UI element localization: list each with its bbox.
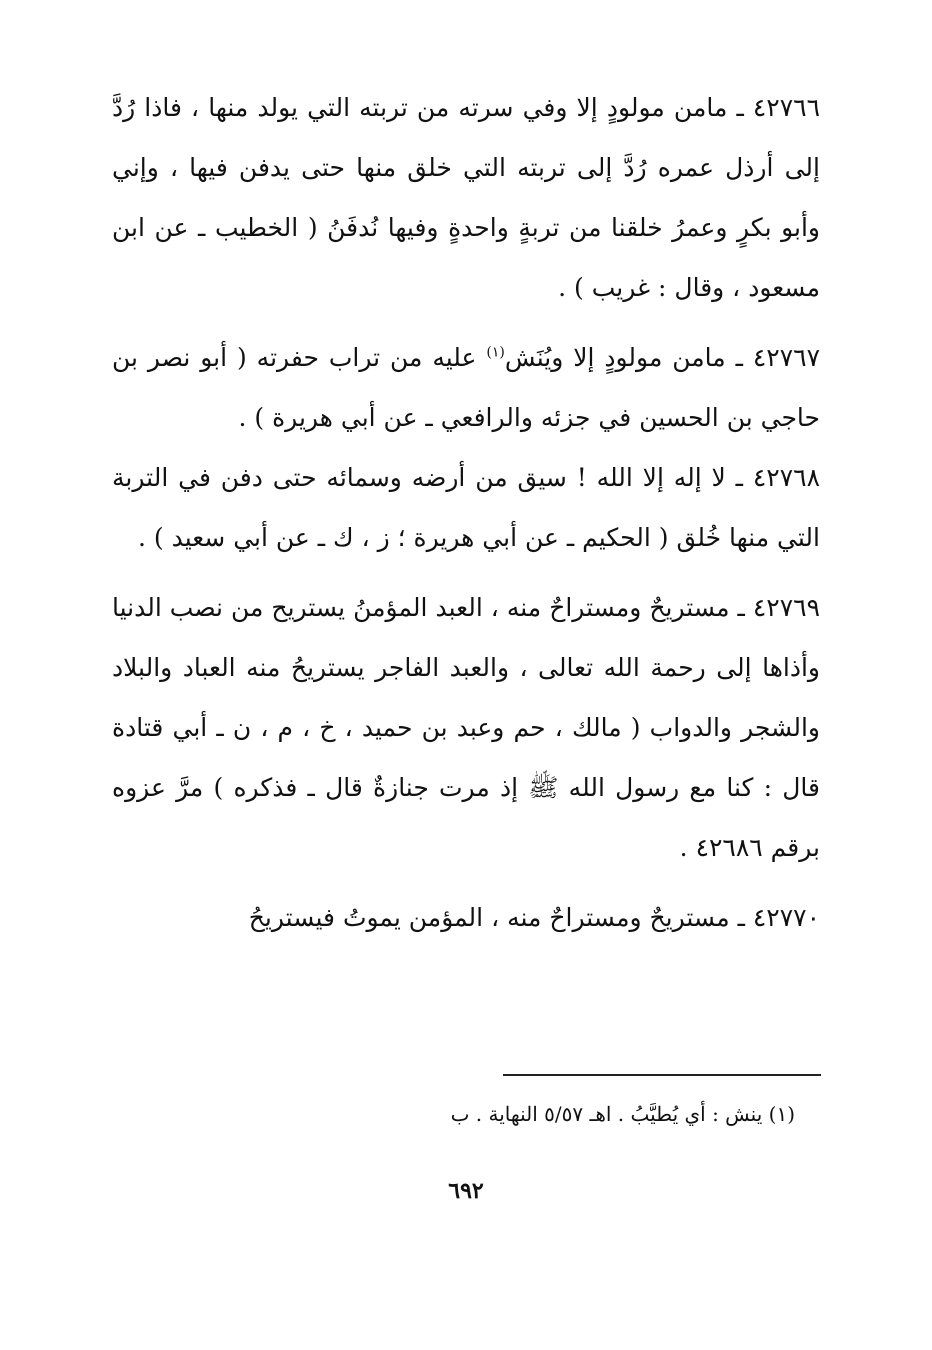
- hadith-entry-42768: [112, 448, 820, 568]
- hadith-entry-42766: [112, 78, 820, 318]
- footnote-reference: (١): [486, 344, 505, 361]
- hadith-entries: [112, 78, 820, 948]
- entry-text-after: عليه من تراب حفرته ( أبو نصر بن حاجي بن الحسين في جزئه والرافعي ـ عن أبي هريرة ) .: [112, 343, 820, 432]
- entry-text: ـ مامن مولودٍ إلا وفي سرته من تربته التي يولد منها ، فاذا رُدَّ إلى أرذل عمره رُدَّ إلى تربته التي خلق منها حتى يدفن فيها ، وإني وأبو بكرٍ وعمرُ خلقنا من تربةٍ واحدةٍ وفيها نُدفَنُ ( الخطيب ـ عن ابن مسعود ، وقال : غريب ) .: [112, 93, 820, 302]
- page-number: ٦٩٢: [448, 1178, 484, 1204]
- entry-number: ٤٢٧٦٩: [752, 593, 820, 622]
- hadith-entry-42767: [112, 328, 820, 448]
- entry-number: ٤٢٧٦٦: [752, 93, 820, 122]
- entry-text: ـ مستريحٌ ومستراحٌ منه ، المؤمن يموتُ فيستريحُ: [248, 903, 753, 932]
- entry-number: ٤٢٧٦٨: [752, 463, 820, 492]
- entry-text: ـ مستريحٌ ومستراحٌ منه ، العبد المؤمنُ يستريح من نصب الدنيا وأذاها إلى رحمة الله تعالى ، والعبد الفاجر يستريحُ منه العباد والبلاد والشجر والدواب ( مالك ، حم وعبد بن حميد ، خ ، م ، ن ـ أبي قتادة قال : كنا مع رسول الله ﷺ إذ مرت جنازةٌ قال ـ فذكره ) مرَّ عزوه برقم ٤٢٦٨٦ .: [112, 593, 820, 862]
- footnote-divider: [503, 1074, 821, 1076]
- hadith-entry-42769: [112, 578, 820, 878]
- entry-text-before: ـ مامن مولودٍ إلا ويُنَش: [504, 343, 753, 372]
- hadith-entry-42770: [112, 888, 820, 948]
- footnote: (١) ينش : أي يُطيَّبُ . اهـ ٥/٥٧ النهاية . ب: [450, 1102, 795, 1126]
- entry-text: ـ لا إله إلا الله ! سيق من أرضه وسمائه حتى دفن في التربة التي منها خُلق ( الحكيم ـ عن أبي هريرة ؛ ز ، ك ـ عن أبي سعيد ) .: [112, 463, 820, 552]
- entry-number: ٤٢٧٦٧: [752, 343, 820, 372]
- entry-number: ٤٢٧٧٠: [752, 903, 820, 932]
